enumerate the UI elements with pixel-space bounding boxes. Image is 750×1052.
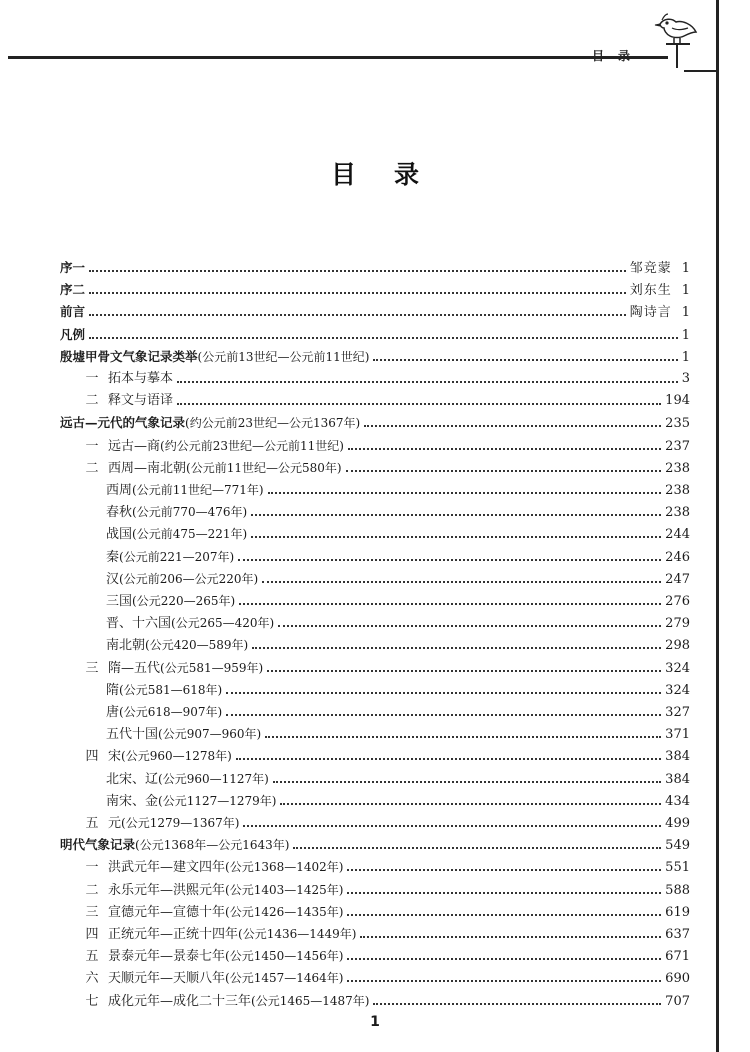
toc-entry-page: 1 bbox=[681, 305, 690, 321]
toc-entry-page: 276 bbox=[665, 594, 690, 609]
dot-leader bbox=[280, 803, 661, 805]
toc-entry[interactable] bbox=[106, 569, 690, 589]
bird-ornament-icon bbox=[652, 10, 700, 70]
toc-entry-label bbox=[60, 280, 85, 300]
toc-entry-title: 唐 bbox=[106, 705, 120, 720]
toc-entry[interactable] bbox=[106, 680, 690, 700]
dot-leader bbox=[347, 914, 661, 916]
toc-entry-label bbox=[60, 258, 85, 278]
toc-entry-title: 晋、十六国 bbox=[106, 616, 172, 632]
toc-entry-author: 刘东生 bbox=[629, 283, 672, 299]
header-rule bbox=[8, 56, 668, 59]
toc-entry-date-range: (约公元前23世纪—公元1367年) bbox=[185, 416, 361, 431]
toc-entry-date-range: (公元960—1127年) bbox=[158, 771, 269, 786]
dot-leader bbox=[262, 581, 661, 583]
toc-entry-title: 秦 bbox=[106, 549, 120, 565]
toc-entry-page: 3 bbox=[681, 371, 690, 386]
toc-entry-label bbox=[106, 480, 264, 501]
toc-entry[interactable] bbox=[76, 880, 690, 900]
toc-entry-date-range: (公元581—959年) bbox=[160, 660, 264, 675]
dot-leader bbox=[373, 1003, 661, 1005]
toc-entry-title: 隋—五代 bbox=[108, 660, 161, 676]
toc-entry-page: 324 bbox=[665, 660, 690, 676]
toc-entry-title: 远古—元代的气象记录 bbox=[60, 415, 186, 431]
toc-entry-title: 殷墟甲骨文气象记录类举 bbox=[60, 348, 198, 364]
dot-leader bbox=[236, 758, 661, 760]
toc-entry-page: 690 bbox=[665, 971, 690, 987]
toc-entry-page: 549 bbox=[665, 838, 690, 854]
dot-leader bbox=[252, 647, 661, 649]
page-number: 1 bbox=[370, 1014, 380, 1030]
toc-entry-title: 三国 bbox=[106, 594, 133, 609]
toc-entry-label bbox=[106, 680, 222, 701]
toc-entry-date-range: (公元1279—1367年) bbox=[121, 816, 240, 830]
toc-entry-page: 637 bbox=[665, 927, 690, 942]
toc-entry-label bbox=[108, 436, 344, 457]
toc-entry-page: 246 bbox=[665, 549, 690, 565]
toc-entry-date-range: (公元1403—1425年) bbox=[225, 882, 344, 897]
toc-entry-number: 六 bbox=[85, 971, 99, 987]
toc-entry-page: 324 bbox=[665, 682, 690, 698]
dot-leader bbox=[347, 980, 661, 982]
toc-entry-number: 三 bbox=[85, 904, 99, 920]
toc-entry[interactable] bbox=[76, 813, 690, 833]
toc-entry-number: 一 bbox=[85, 371, 99, 386]
toc-entry-label bbox=[108, 746, 232, 767]
toc-entry-title: 序二 bbox=[60, 282, 86, 298]
toc-entry-label bbox=[108, 902, 343, 923]
toc-entry-title: 南北朝 bbox=[106, 638, 146, 654]
toc-entry-label bbox=[106, 702, 222, 723]
toc-entry-label bbox=[60, 835, 289, 855]
toc-entry-page: 1 bbox=[681, 283, 690, 299]
toc-entry-label bbox=[106, 724, 261, 745]
toc-entry-date-range: (公元1436—1449年) bbox=[238, 927, 357, 941]
toc-entry-label bbox=[108, 968, 343, 989]
toc-entry-page: 551 bbox=[665, 860, 690, 876]
toc-entry-date-range: (公元1465—1487年) bbox=[251, 993, 370, 1008]
toc-entry-page: 588 bbox=[665, 882, 690, 898]
toc-entry-page: 238 bbox=[665, 505, 690, 521]
toc-entry[interactable] bbox=[60, 280, 690, 300]
toc-entry[interactable] bbox=[76, 968, 690, 988]
toc-entry-title: 前言 bbox=[60, 304, 86, 320]
toc-entry[interactable] bbox=[76, 857, 690, 877]
toc-entry-label bbox=[108, 658, 263, 679]
toc-entry-date-range: (公元前475—221年) bbox=[132, 527, 248, 542]
toc-entry-date-range: (公元前13世纪—公元前11世纪) bbox=[197, 349, 370, 364]
toc-entry-title: 拓本与摹本 bbox=[108, 371, 174, 386]
dot-leader bbox=[268, 492, 662, 494]
toc-entry[interactable] bbox=[76, 924, 690, 944]
toc-entry-date-range: (公元前11世纪—771年) bbox=[132, 483, 264, 497]
toc-entry[interactable] bbox=[106, 547, 690, 567]
toc-entry-label bbox=[108, 391, 173, 411]
toc-entry-label bbox=[108, 857, 343, 878]
toc-entry-number: 五 bbox=[85, 816, 99, 831]
toc-entry-number: 五 bbox=[85, 949, 99, 965]
dot-leader bbox=[360, 936, 661, 938]
toc-entry-page: 237 bbox=[665, 438, 690, 454]
toc-entry-page: 244 bbox=[665, 527, 690, 543]
toc-entry-label bbox=[108, 458, 342, 479]
toc-entry-page: 1 bbox=[681, 261, 690, 276]
toc-entry-number: 二 bbox=[85, 460, 99, 476]
dot-leader bbox=[348, 448, 661, 450]
toc-entry-label bbox=[106, 547, 234, 568]
toc-entry-label bbox=[60, 302, 85, 322]
toc-entry-page: 434 bbox=[665, 793, 690, 809]
toc-entry[interactable] bbox=[106, 524, 690, 544]
toc-entry-date-range: (公元前11世纪—公元580年) bbox=[186, 460, 342, 475]
toc-entry-page: 194 bbox=[665, 393, 690, 409]
toc-entry-label bbox=[106, 524, 247, 545]
toc-entry-date-range: (公元265—420年) bbox=[171, 616, 275, 631]
toc-entry-title: 明代气象记录 bbox=[60, 837, 136, 853]
dot-leader bbox=[177, 381, 678, 383]
toc-entry-page: 384 bbox=[665, 749, 690, 765]
toc-entry-label bbox=[60, 325, 85, 345]
dot-leader bbox=[347, 869, 661, 871]
toc-entry-date-range: (公元1127—1279年) bbox=[158, 793, 277, 808]
dot-leader bbox=[239, 603, 661, 605]
toc-entry-page: 671 bbox=[665, 949, 690, 965]
toc-entry-title: 宋 bbox=[108, 749, 122, 765]
dot-leader bbox=[267, 670, 661, 672]
toc-entry-date-range: (公元960—1278年) bbox=[121, 749, 232, 764]
dot-leader bbox=[265, 736, 661, 738]
dot-leader bbox=[226, 714, 661, 716]
toc-entry-label bbox=[106, 591, 235, 612]
toc-entry-title: 天顺元年—天顺八年 bbox=[108, 971, 226, 987]
dot-leader bbox=[89, 292, 626, 294]
toc-entry[interactable] bbox=[76, 436, 690, 456]
toc-entry-page: 371 bbox=[665, 727, 690, 743]
dot-leader bbox=[89, 337, 678, 339]
toc-entry-title: 西周 bbox=[106, 483, 133, 498]
toc-entry-number: 三 bbox=[85, 660, 99, 676]
toc-entry-date-range: (公元前221—207年) bbox=[119, 549, 235, 564]
toc-entry-page: 235 bbox=[665, 416, 690, 432]
dot-leader bbox=[293, 847, 661, 849]
toc-entry-label bbox=[106, 635, 248, 656]
dot-leader bbox=[89, 270, 626, 272]
dot-leader bbox=[347, 958, 661, 960]
toc-entry-date-range: (公元1368—1402年) bbox=[225, 860, 344, 875]
toc-entry[interactable] bbox=[60, 302, 690, 322]
toc-entry[interactable] bbox=[106, 613, 690, 633]
toc-entry-title: 五代十国 bbox=[106, 727, 159, 743]
toc-entry-number: 四 bbox=[85, 749, 99, 765]
header-rule-right bbox=[684, 70, 718, 72]
toc-entry-page: 1 bbox=[681, 349, 690, 365]
toc-entry-label bbox=[108, 946, 343, 967]
toc-entry-title: 北宋、辽 bbox=[106, 771, 159, 787]
toc-entry[interactable] bbox=[60, 413, 690, 433]
toc-entry[interactable] bbox=[76, 458, 690, 478]
toc-entry[interactable] bbox=[76, 991, 690, 1011]
dot-leader bbox=[177, 403, 661, 405]
toc-entry-number: 一 bbox=[85, 438, 99, 454]
toc-entry-date-range: (公元前206—公元220年) bbox=[119, 571, 259, 586]
toc-entry-title: 洪武元年—建文四年 bbox=[108, 860, 226, 876]
toc-entry[interactable] bbox=[106, 635, 690, 655]
toc-entry-date-range: (公元1368年—公元1643年) bbox=[135, 838, 290, 853]
toc-entry[interactable] bbox=[60, 325, 690, 345]
toc-entry-date-range: (公元220—265年) bbox=[132, 594, 236, 608]
toc-entry-title: 宣德元年—宣德十年 bbox=[108, 904, 226, 920]
toc-entry[interactable] bbox=[76, 946, 690, 966]
toc-entry-label bbox=[106, 613, 274, 634]
toc-entry-page: 1 bbox=[681, 327, 690, 343]
toc-entry-date-range: (约公元前23世纪—公元前11世纪) bbox=[160, 438, 344, 453]
toc-entry[interactable] bbox=[106, 480, 690, 500]
toc-entry[interactable] bbox=[106, 791, 690, 811]
dot-leader bbox=[226, 692, 661, 694]
toc-entry[interactable] bbox=[106, 502, 690, 522]
dot-leader bbox=[364, 425, 661, 427]
dot-leader bbox=[251, 536, 661, 538]
toc-entry[interactable] bbox=[60, 258, 690, 278]
toc-entry-date-range: (公元618—907年) bbox=[119, 705, 223, 719]
toc-entry-title: 汉 bbox=[106, 571, 120, 587]
toc-entry-author: 陶诗言 bbox=[629, 305, 672, 321]
toc-entry-page: 384 bbox=[665, 771, 690, 787]
toc-entry-title: 春秋 bbox=[106, 505, 133, 521]
toc-entry-label bbox=[108, 880, 343, 901]
toc-entry-page: 707 bbox=[665, 993, 690, 1009]
toc-entry-label bbox=[106, 791, 276, 812]
toc-entry-page: 247 bbox=[665, 571, 690, 587]
dot-leader bbox=[273, 781, 661, 783]
toc-entry-title: 远古—商 bbox=[108, 438, 161, 454]
toc-entry-date-range: (公元1457—1464年) bbox=[225, 971, 344, 986]
toc-entry-number: 七 bbox=[85, 993, 99, 1009]
toc-entry-label bbox=[60, 347, 369, 367]
toc-entry-title: 景泰元年—景泰七年 bbox=[108, 949, 226, 965]
toc-entry[interactable] bbox=[76, 658, 690, 678]
toc-entry-page: 499 bbox=[665, 816, 690, 831]
toc-entry-title: 永乐元年—洪熙元年 bbox=[108, 882, 226, 898]
toc-entry-label bbox=[108, 924, 356, 945]
toc-entry-label bbox=[108, 813, 239, 834]
toc-entry-page: 279 bbox=[665, 616, 690, 632]
toc-entry-date-range: (公元前770—476年) bbox=[132, 505, 248, 520]
toc-entry[interactable] bbox=[60, 347, 690, 367]
toc-entry-number: 二 bbox=[85, 882, 99, 898]
toc-entry-label bbox=[106, 769, 269, 790]
toc-entry-title: 战国 bbox=[106, 527, 133, 543]
toc-entry-page: 238 bbox=[665, 483, 690, 498]
toc-entry-title: 西周—南北朝 bbox=[108, 460, 187, 476]
toc-entry-label bbox=[106, 502, 247, 523]
toc-entry[interactable] bbox=[76, 369, 690, 389]
toc-entry-date-range: (公元420—589年) bbox=[145, 638, 249, 653]
toc-entry-page: 327 bbox=[665, 705, 690, 720]
toc-entry-label bbox=[106, 569, 258, 590]
toc-entry[interactable] bbox=[106, 724, 690, 744]
dot-leader bbox=[89, 314, 626, 316]
dot-leader bbox=[347, 892, 661, 894]
toc-entry[interactable] bbox=[76, 902, 690, 922]
toc-entry-title: 南宋、金 bbox=[106, 793, 159, 809]
toc-entry-date-range: (公元1450—1456年) bbox=[225, 949, 344, 964]
toc-entry-title: 序一 bbox=[60, 260, 86, 275]
dot-leader bbox=[373, 359, 677, 361]
page-title: 目录 bbox=[330, 160, 457, 189]
toc-entry[interactable] bbox=[106, 702, 690, 722]
dot-leader bbox=[238, 559, 661, 561]
toc-entry[interactable] bbox=[106, 769, 690, 789]
toc-entry-title: 正统元年—正统十四年 bbox=[108, 927, 239, 942]
toc-entry-author: 邹竞蒙 bbox=[629, 261, 672, 276]
toc-entry-title: 隋 bbox=[106, 682, 120, 698]
toc-entry[interactable] bbox=[76, 746, 690, 766]
toc-entry[interactable] bbox=[76, 391, 690, 411]
toc-entry-number: 四 bbox=[85, 927, 99, 942]
dot-leader bbox=[346, 470, 662, 472]
toc-entry-label bbox=[108, 369, 173, 389]
dot-leader bbox=[278, 625, 661, 627]
toc-entry[interactable] bbox=[60, 835, 690, 855]
toc-entry-number: 二 bbox=[85, 393, 99, 409]
toc-entry-page: 619 bbox=[665, 904, 690, 920]
toc-entry-number: 一 bbox=[85, 860, 99, 876]
toc-entry-date-range: (公元907—960年) bbox=[158, 727, 262, 742]
toc-entry-title: 元 bbox=[108, 816, 122, 831]
dot-leader bbox=[243, 825, 661, 827]
running-head: 目录 bbox=[592, 49, 645, 63]
toc-entry-date-range: (公元581—618年) bbox=[119, 682, 223, 697]
dot-leader bbox=[251, 514, 661, 516]
toc-entry-label bbox=[60, 413, 360, 433]
toc-entry[interactable] bbox=[106, 591, 690, 611]
toc-entry-page: 298 bbox=[665, 638, 690, 654]
toc-entry-title: 凡例 bbox=[60, 326, 86, 342]
toc-entry-label bbox=[108, 991, 369, 1012]
toc-entry-title: 释文与语译 bbox=[108, 393, 174, 409]
toc-entry-title: 成化元年—成化二十三年 bbox=[108, 993, 252, 1009]
toc-entry-date-range: (公元1426—1435年) bbox=[225, 904, 344, 919]
toc-entry-page: 238 bbox=[665, 460, 690, 476]
